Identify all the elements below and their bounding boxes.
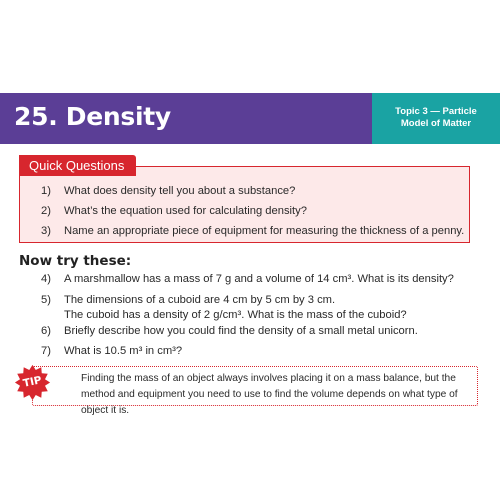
question-number: 1) (41, 185, 51, 197)
page-title: 25. Density (14, 102, 171, 131)
now-try-heading: Now try these: (19, 253, 132, 269)
question-text: A marshmallow has a mass of 7 g and a volume of 14 cm³. What is its density? (64, 273, 454, 285)
topic-label (372, 93, 500, 144)
question-number: 6) (41, 325, 51, 337)
question-number: 7) (41, 345, 51, 357)
question-number: 4) (41, 273, 51, 285)
topic-line-1: Topic 3 — Particle (395, 106, 477, 117)
tip-text: Finding the mass of an object always involves placing it on a mass balance, but the method and equipment you need to use to find the volume depends on what type of object it is. (81, 373, 458, 416)
tip-box (32, 366, 478, 416)
question-text: What is 10.5 m³ in cm³? (64, 345, 183, 357)
quick-questions-heading: Quick Questions (19, 155, 136, 176)
list-item (19, 201, 470, 221)
question-text: The dimensions of a cuboid are 4 cm by 5 cm by 3 cm. (64, 294, 336, 306)
question-text: What’s the equation used for calculating density? (64, 205, 307, 217)
question-text-line-2: The cuboid has a density of 2 g/cm³. What is the mass of the cuboid? (64, 309, 407, 321)
tip-badge-label: TIP (21, 374, 43, 390)
question-text: What does density tell you about a substance? (64, 185, 296, 197)
question-number: 2) (41, 205, 51, 217)
question-text: Briefly describe how you could find the density of a small metal unicorn. (64, 325, 418, 337)
quick-questions-list (19, 181, 470, 241)
question-number: 3) (41, 225, 51, 237)
question-text: Name an appropriate piece of equipment for measuring the thickness of a penny. (64, 225, 465, 237)
list-item (19, 181, 470, 201)
tip-badge (14, 364, 51, 401)
question-number: 5) (41, 294, 51, 306)
topic-line-2: Model of Matter (400, 118, 472, 129)
title-banner (0, 93, 372, 144)
list-item (19, 221, 470, 241)
